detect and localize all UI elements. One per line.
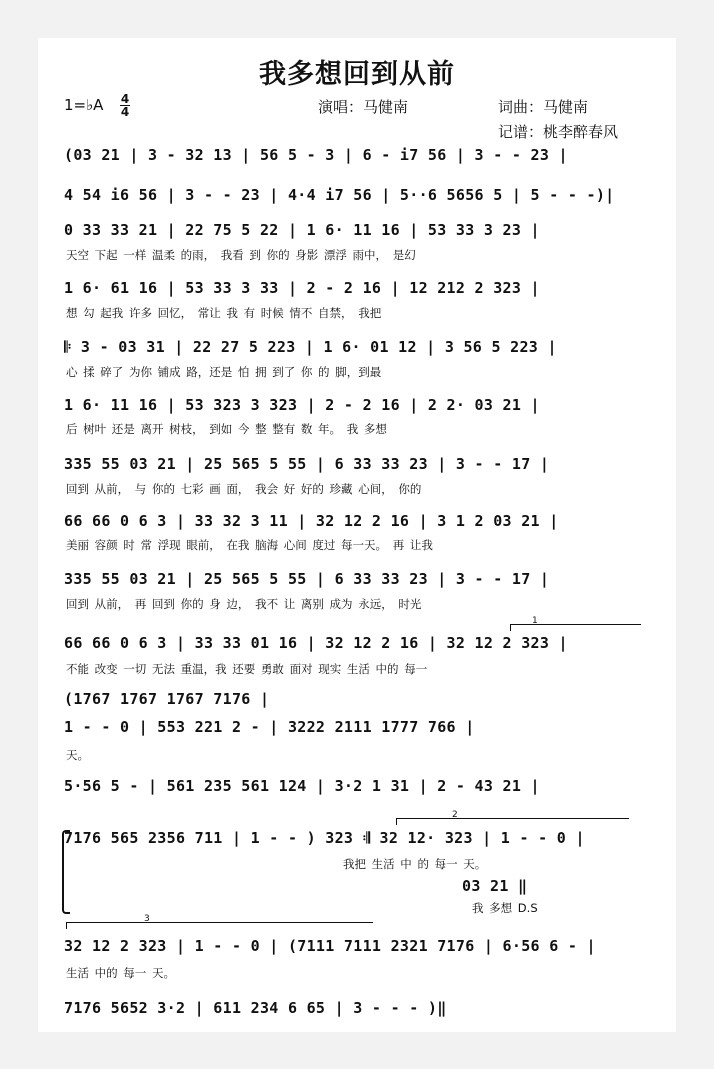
song-title: 我多想回到从前 xyxy=(259,59,455,90)
music-line: 𝄆 3 - 03 31 | 22 27 5 223 | 1 6· 01 12 | 3 56 5 223 | xyxy=(64,338,557,356)
lyric-line: 生活 中的 每一 天。 xyxy=(66,966,175,980)
music-line: 1 6· 11 16 | 53 323 3 323 | 2 - 2 16 | 2 2· 03 21 | xyxy=(64,396,540,414)
music-line: (1767 1767 1767 7176 | xyxy=(64,690,270,708)
lyric-line: 我 多想 D.S xyxy=(472,901,538,915)
music-line: 5·56 5 - | 561 235 561 124 | 3·2 1 31 | 2 - 43 21 | xyxy=(64,777,540,795)
music-line: 0 33 33 21 | 22 75 5 22 | 1 6· 11 16 | 53 33 3 23 | xyxy=(64,221,540,239)
singer-credit: 演唱：马健南 xyxy=(318,98,409,116)
time-signature-bottom: 4 xyxy=(120,105,130,119)
lyric-line: 天。 xyxy=(66,748,89,762)
volta-bracket-2 xyxy=(396,818,629,825)
lyric-line: 美丽 容颜 时 常 浮现 眼前， 在我 脑海 心间 度过 每一天。 再 让我 xyxy=(66,538,433,552)
lyric-line: 我把 生活 中 的 每一 天。 xyxy=(343,857,487,871)
lyric-line: 回到 从前， 与 你的 七彩 画 面， 我会 好 好的 珍藏 心间， 你的 xyxy=(66,482,422,496)
volta-number-2: 2 xyxy=(452,810,458,820)
time-signature xyxy=(120,93,130,118)
volta-bracket-3 xyxy=(66,922,373,929)
volta-number-1: 1 xyxy=(532,616,538,626)
time-signature-top: 4 xyxy=(120,92,130,106)
music-line: 335 55 03 21 | 25 565 5 55 | 6 33 33 23 | 3 - - 17 | xyxy=(64,570,550,588)
music-line: 1 6· 61 16 | 53 33 3 33 | 2 - 2 16 | 12 212 2 323 | xyxy=(64,279,540,297)
music-line: 4 54 i6 56 | 3 - - 23 | 4·4 i7 56 | 5··6 5656 5 | 5 - - -)| xyxy=(64,186,615,204)
music-line: (03 21 | 3 - 32 13 | 56 5 - 3 | 6 - i7 56 | 3 - - 23 | xyxy=(64,146,568,164)
lyric-line: 想 勾 起我 许多 回忆， 常让 我 有 时候 情不 自禁， 我把 xyxy=(66,306,382,320)
music-line: 32 12 2 323 | 1 - - 0 | (7111 7111 2321 7176 | 6·56 6 - | xyxy=(64,937,596,955)
lyric-line: 不能 改变 一切 无法 重温，我 还要 勇敢 面对 现实 生活 中的 每一 xyxy=(66,662,428,676)
lyric-line: 天空 下起 一样 温柔 的雨， 我看 到 你的 身影 漂浮 雨中， 是幻 xyxy=(66,248,416,262)
transcriber-credit: 记谱：桃李醉春风 xyxy=(498,123,619,141)
lyric-line: 心 揉 碎了 为你 铺成 路，还是 怕 拥 到了 你 的 脚，到最 xyxy=(66,365,382,379)
music-line: 335 55 03 21 | 25 565 5 55 | 6 33 33 23 | 3 - - 17 | xyxy=(64,455,550,473)
lyricist-credit: 词曲：马健南 xyxy=(498,98,589,116)
music-line: 7176 565 2356 711 | 1 - - ) 323 𝄇 32 12· 323 | 1 - - 0 | xyxy=(64,829,585,847)
music-line: 7176 5652 3·2 | 611 234 6 65 | 3 - - - )‖ xyxy=(64,999,447,1017)
music-line: 66 66 0 6 3 | 33 33 01 16 | 32 12 2 16 | 32 12 2 323 | xyxy=(64,634,568,652)
key-signature: 1=♭A xyxy=(64,96,104,114)
volta-number-3: 3 xyxy=(144,914,150,924)
volta-bracket-1 xyxy=(510,624,641,631)
music-line: 03 21 ‖ xyxy=(462,877,528,895)
music-line: 66 66 0 6 3 | 33 32 3 11 | 32 12 2 16 | 3 1 2 03 21 | xyxy=(64,512,559,530)
lyric-line: 后 树叶 还是 离开 树枝， 到如 今 整 整有 数 年。 我 多想 xyxy=(66,422,387,436)
lyric-line: 回到 从前， 再 回到 你的 身 边， 我不 让 离别 成为 永远， 时光 xyxy=(66,597,422,611)
music-line: 1 - - 0 | 553 221 2 - | 3222 2111 1777 766 | xyxy=(64,718,475,736)
